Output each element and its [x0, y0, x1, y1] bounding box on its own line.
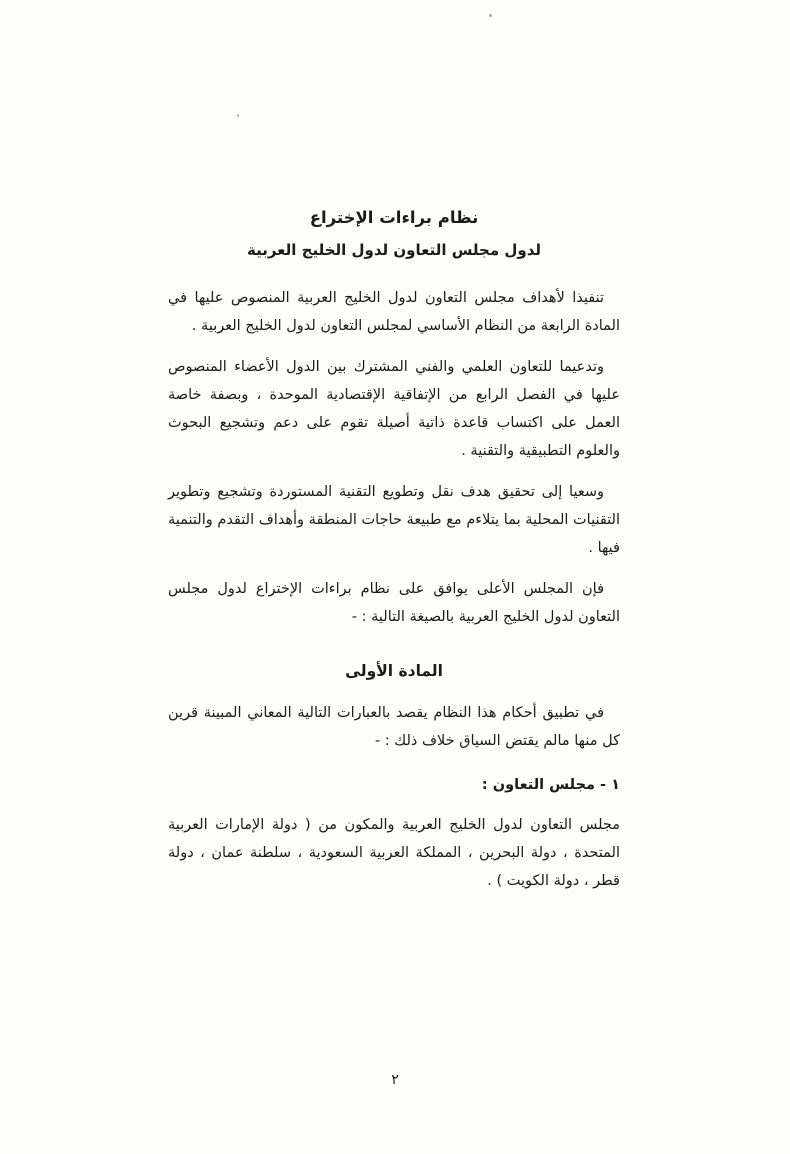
definition-1-label: ١ - مجلس التعاون : — [481, 777, 620, 793]
scan-speck — [237, 114, 239, 117]
article-1-intro: في تطبيق أحكام هذا النظام يقصد بالعبارات التالية المعاني المبينة قرين كل منها مالم يقتض السياق خلاف ذلك : - — [168, 705, 620, 749]
document-title: نظام براءات الإختراع — [309, 208, 479, 227]
page-number: ٢ — [391, 1072, 399, 1088]
preamble-paragraph-4: فإن المجلس الأعلى يوافق على نظام براءات الإختراع لدول مجلس التعاون لدول الخليج العربية بالصيغة التالية : - — [168, 581, 620, 625]
preamble-paragraph-2: وتدعيما للتعاون العلمي والفني المشترك بين الدول الأعضاء المنصوص عليها في الفصل الرابع من الإتفاقية الإقتصادية الموحدة ، وبصفة خاصة العمل على اكتساب قاعدة ذاتية أصيلة تقوم على دعم وتشجيع البحوث والعلوم التطبيقية والتقنية . — [168, 359, 620, 459]
preamble-paragraph-3: وسعيا إلى تحقيق هدف نقل وتطويع التقنية المستوردة وتشجيع وتطوير التقنيات المحلية بما يتلاءم مع طبيعة حاجات المنطقة وأهداف التقدم والتنمية فيها . — [168, 484, 620, 556]
preamble-paragraph-1: تنفيذا لأهداف مجلس التعاون لدول الخليج العربية المنصوص عليها في المادة الرابعة من النظام الأساسي لمجلس التعاون لدول الخليج العربية . — [168, 290, 620, 334]
document-subtitle: لدول مجلس التعاون لدول الخليج العربية — [247, 241, 541, 259]
scan-speck — [489, 14, 492, 17]
definition-1-text: مجلس التعاون لدول الخليج العربية والمكون من ( دولة الإمارات العربية المتحدة ، دولة البحرين ، المملكة العربية السعودية ، سلطنة عمان ، دولة قطر ، دولة الكويت ) . — [168, 817, 620, 889]
document-body — [168, 204, 620, 895]
article-1-heading: المادة الأولى — [345, 662, 443, 680]
